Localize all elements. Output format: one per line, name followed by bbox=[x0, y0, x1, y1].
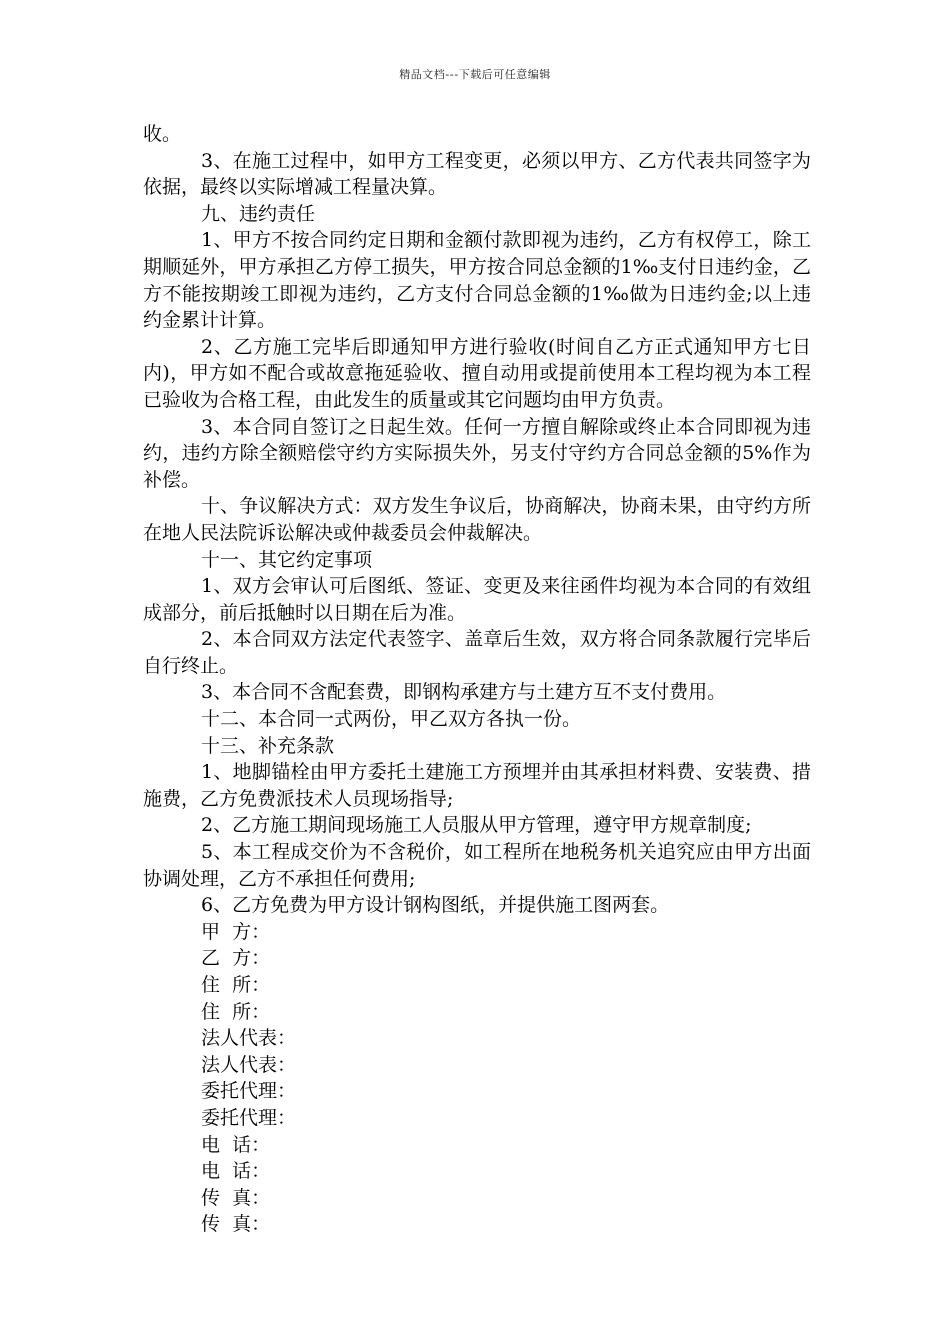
clause-paragraph: 1、地脚锚栓由甲方委托土建施工方预埋并由其承担材料费、安装费、措施费，乙方免费派技术人员现场指导; bbox=[143, 761, 811, 810]
clause-paragraph: 1、甲方不按合同约定日期和金额付款即视为违约，乙方有权停工，除工期顺延外，甲方承担乙方停工损失，甲方按合同总金额的1‰支付日违约金，乙方不能按期竣工即视为违约，乙方支付合同总金额的1‰做为日违约金;以上违约金累计计算。 bbox=[143, 229, 811, 332]
clause-paragraph: 3、本合同自签订之日起生效。任何一方擅自解除或终止本合同即视为违约，违约方除全额赔偿守约方实际损失外，另支付守约方合同总金额的5%作为补偿。 bbox=[143, 415, 811, 491]
clause-paragraph: 九、违约责任 bbox=[201, 202, 316, 225]
clause-paragraph: 3、在施工过程中，如甲方工程变更，必须以甲方、乙方代表共同签字为依据，最终以实际增减工程量决算。 bbox=[143, 149, 811, 199]
signature-line: 传 真： bbox=[201, 1213, 271, 1236]
clause-paragraph: 收。 bbox=[143, 123, 182, 145]
clause-paragraph: 十三、补充条款 bbox=[201, 734, 335, 757]
clause-paragraph: 1、双方会审认可后图纸、签证、变更及来往函件均视为本合同的有效组成部分，前后抵触时以日期在后为准。 bbox=[143, 575, 811, 624]
signature-line: 住 所： bbox=[201, 974, 271, 996]
clause-paragraph: 2、本合同双方法定代表签字、盖章后生效，双方将合同条款履行完毕后自行终止。 bbox=[143, 628, 811, 677]
contract-clauses bbox=[143, 121, 811, 919]
clause-paragraph: 6、乙方免费为甲方设计钢构图纸，并提供施工图两套。 bbox=[201, 894, 670, 917]
clause-paragraph: 十一、其它约定事项 bbox=[201, 548, 373, 571]
contract-body bbox=[143, 121, 811, 1238]
signature-block bbox=[143, 919, 811, 1238]
signature-line: 传 真： bbox=[201, 1186, 271, 1209]
clause-paragraph: 3、本合同不含配套费，即钢构承建方与土建方互不支付费用。 bbox=[201, 681, 727, 704]
signature-line: 电 话： bbox=[201, 1133, 271, 1156]
clause-paragraph: 2、乙方施工期间现场施工人员服从甲方管理，遵守甲方规章制度; bbox=[201, 814, 752, 837]
signature-line: 甲 方： bbox=[201, 920, 271, 943]
signature-line: 法人代表： bbox=[201, 1053, 297, 1076]
signature-line: 委托代理： bbox=[201, 1106, 297, 1129]
clause-paragraph: 2、乙方施工完毕后即通知甲方进行验收(时间自乙方正式通知甲方七日内)，甲方如不配合或故意拖延验收、擅自动用或提前使用本工程均视为本工程已验收为合格工程，由此发生的质量或其它问题均由甲方负责。 bbox=[143, 335, 811, 411]
clause-paragraph: 5、本工程成交价为不含税价，如工程所在地税务机关追究应由甲方出面协调处理，乙方不承担任何费用; bbox=[143, 841, 811, 890]
signature-line: 电 话： bbox=[201, 1160, 271, 1183]
signature-line: 法人代表： bbox=[201, 1027, 297, 1050]
page-header: 精品文档---下载后可任意编辑 bbox=[399, 68, 551, 81]
signature-line: 乙 方： bbox=[201, 947, 271, 970]
clause-paragraph: 十、争议解决方式：双方发生争议后，协商解决，协商未果，由守约方所在地人民法院诉讼解决或仲裁委员会仲裁解决。 bbox=[143, 495, 811, 544]
signature-line: 委托代理： bbox=[201, 1080, 297, 1103]
clause-paragraph: 十二、本合同一式两份，甲乙双方各执一份。 bbox=[201, 708, 582, 731]
signature-line: 住 所： bbox=[201, 1000, 271, 1023]
